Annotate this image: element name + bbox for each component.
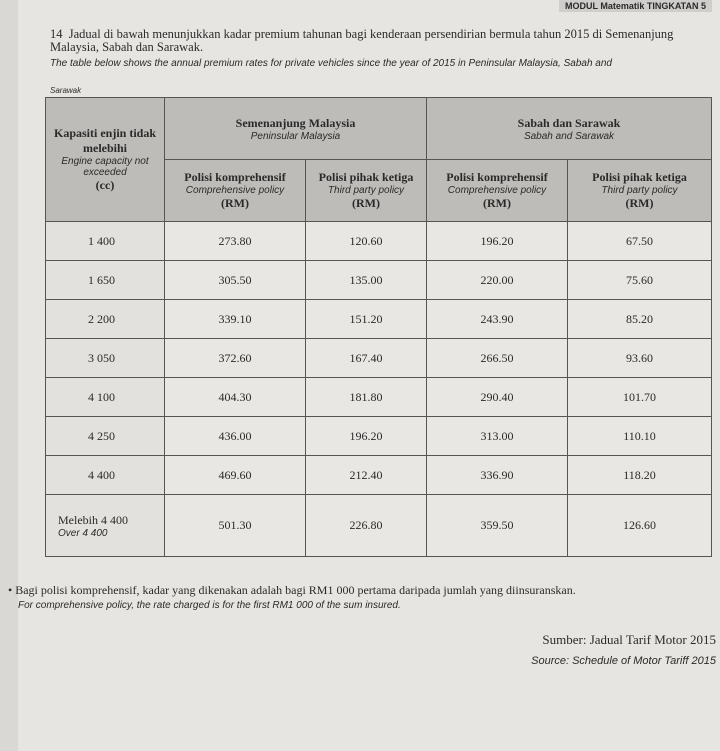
premium-cell: 501.30 bbox=[165, 495, 306, 557]
premium-cell: 290.40 bbox=[427, 378, 568, 417]
premium-cell: 469.60 bbox=[165, 456, 306, 495]
premium-cell: 93.60 bbox=[568, 339, 712, 378]
column-header: Polisi pihak ketiga Third party policy (RM) bbox=[306, 160, 427, 222]
premium-cell: 75.60 bbox=[568, 261, 712, 300]
premium-cell: 339.10 bbox=[165, 300, 306, 339]
table-row bbox=[46, 300, 712, 339]
premium-cell: 273.80 bbox=[165, 222, 306, 261]
premium-cell: 110.10 bbox=[568, 417, 712, 456]
premium-cell: 181.80 bbox=[306, 378, 427, 417]
table-row bbox=[46, 495, 712, 557]
table-row bbox=[46, 222, 712, 261]
group-header: Sabah dan Sarawak Sabah and Sarawak bbox=[427, 98, 712, 160]
footnote: • Bagi polisi komprehensif, kadar yang dikenakan adalah bagi RM1 000 pertama daripada jumlah yang diinsuranskan. bbox=[8, 583, 576, 597]
engine-capacity-cell: 4 100 bbox=[46, 378, 165, 417]
table-row bbox=[46, 339, 712, 378]
premium-table bbox=[45, 97, 712, 557]
premium-cell: 120.60 bbox=[306, 222, 427, 261]
table-row bbox=[46, 456, 712, 495]
premium-cell: 266.50 bbox=[427, 339, 568, 378]
table-row bbox=[46, 378, 712, 417]
engine-capacity-cell: 4 250 bbox=[46, 417, 165, 456]
premium-cell: 336.90 bbox=[427, 456, 568, 495]
premium-cell: 226.80 bbox=[306, 495, 427, 557]
premium-cell: 404.30 bbox=[165, 378, 306, 417]
module-header: MODUL Matematik TINGKATAN 5 bbox=[559, 0, 712, 12]
premium-cell: 101.70 bbox=[568, 378, 712, 417]
source: Sumber: Jadual Tarif Motor 2015 bbox=[542, 632, 716, 647]
premium-cell: 372.60 bbox=[165, 339, 306, 378]
engine-capacity-cell: 1 400 bbox=[46, 222, 165, 261]
premium-cell: 151.20 bbox=[306, 300, 427, 339]
engine-capacity-cell: 3 050 bbox=[46, 339, 165, 378]
premium-cell: 196.20 bbox=[306, 417, 427, 456]
premium-cell: 212.40 bbox=[306, 456, 427, 495]
premium-cell: 196.20 bbox=[427, 222, 568, 261]
premium-cell: 313.00 bbox=[427, 417, 568, 456]
column-header: Polisi pihak ketiga Third party policy (RM) bbox=[568, 160, 712, 222]
question-text-en: The table below shows the annual premium rates for private vehicles since the year of 2015 in Peninsular Malaysia, Sabah and bbox=[50, 58, 612, 69]
table-row bbox=[46, 261, 712, 300]
premium-cell: 436.00 bbox=[165, 417, 306, 456]
footnote-en: For comprehensive policy, the rate charged is for the first RM1 000 of the sum insured. bbox=[18, 600, 401, 611]
column-header: Polisi komprehensif Comprehensive policy (RM) bbox=[165, 160, 306, 222]
premium-cell: 167.40 bbox=[306, 339, 427, 378]
engine-capacity-cell: 4 400 bbox=[46, 456, 165, 495]
premium-cell: 85.20 bbox=[568, 300, 712, 339]
premium-cell: 118.20 bbox=[568, 456, 712, 495]
corner-header: Kapasiti enjin tidak melebihi Engine capacity not exceeded (cc) bbox=[46, 98, 165, 222]
premium-cell: 359.50 bbox=[427, 495, 568, 557]
premium-cell: 243.90 bbox=[427, 300, 568, 339]
premium-cell: 220.00 bbox=[427, 261, 568, 300]
engine-capacity-cell: Melebih 4 400 Over 4 400 bbox=[46, 495, 165, 557]
question-text: 14 Jadual di bawah menunjukkan kadar premium tahunan bagi kenderaan persendirian bermula tahun 2015 di Semenanjung Malaysia, Sabah dan Sarawak. bbox=[50, 27, 674, 54]
group-header: Semenanjung Malaysia Peninsular Malaysia bbox=[165, 98, 427, 160]
premium-cell: 135.00 bbox=[306, 261, 427, 300]
source-en: Source: Schedule of Motor Tariff 2015 bbox=[531, 655, 716, 667]
premium-cell: 305.50 bbox=[165, 261, 306, 300]
column-header: Polisi komprehensif Comprehensive policy (RM) bbox=[427, 160, 568, 222]
engine-capacity-cell: 1 650 bbox=[46, 261, 165, 300]
premium-cell: 67.50 bbox=[568, 222, 712, 261]
question-text-en-cont: Sarawak bbox=[50, 86, 82, 95]
premium-cell: 126.60 bbox=[568, 495, 712, 557]
engine-capacity-cell: 2 200 bbox=[46, 300, 165, 339]
table-row bbox=[46, 417, 712, 456]
